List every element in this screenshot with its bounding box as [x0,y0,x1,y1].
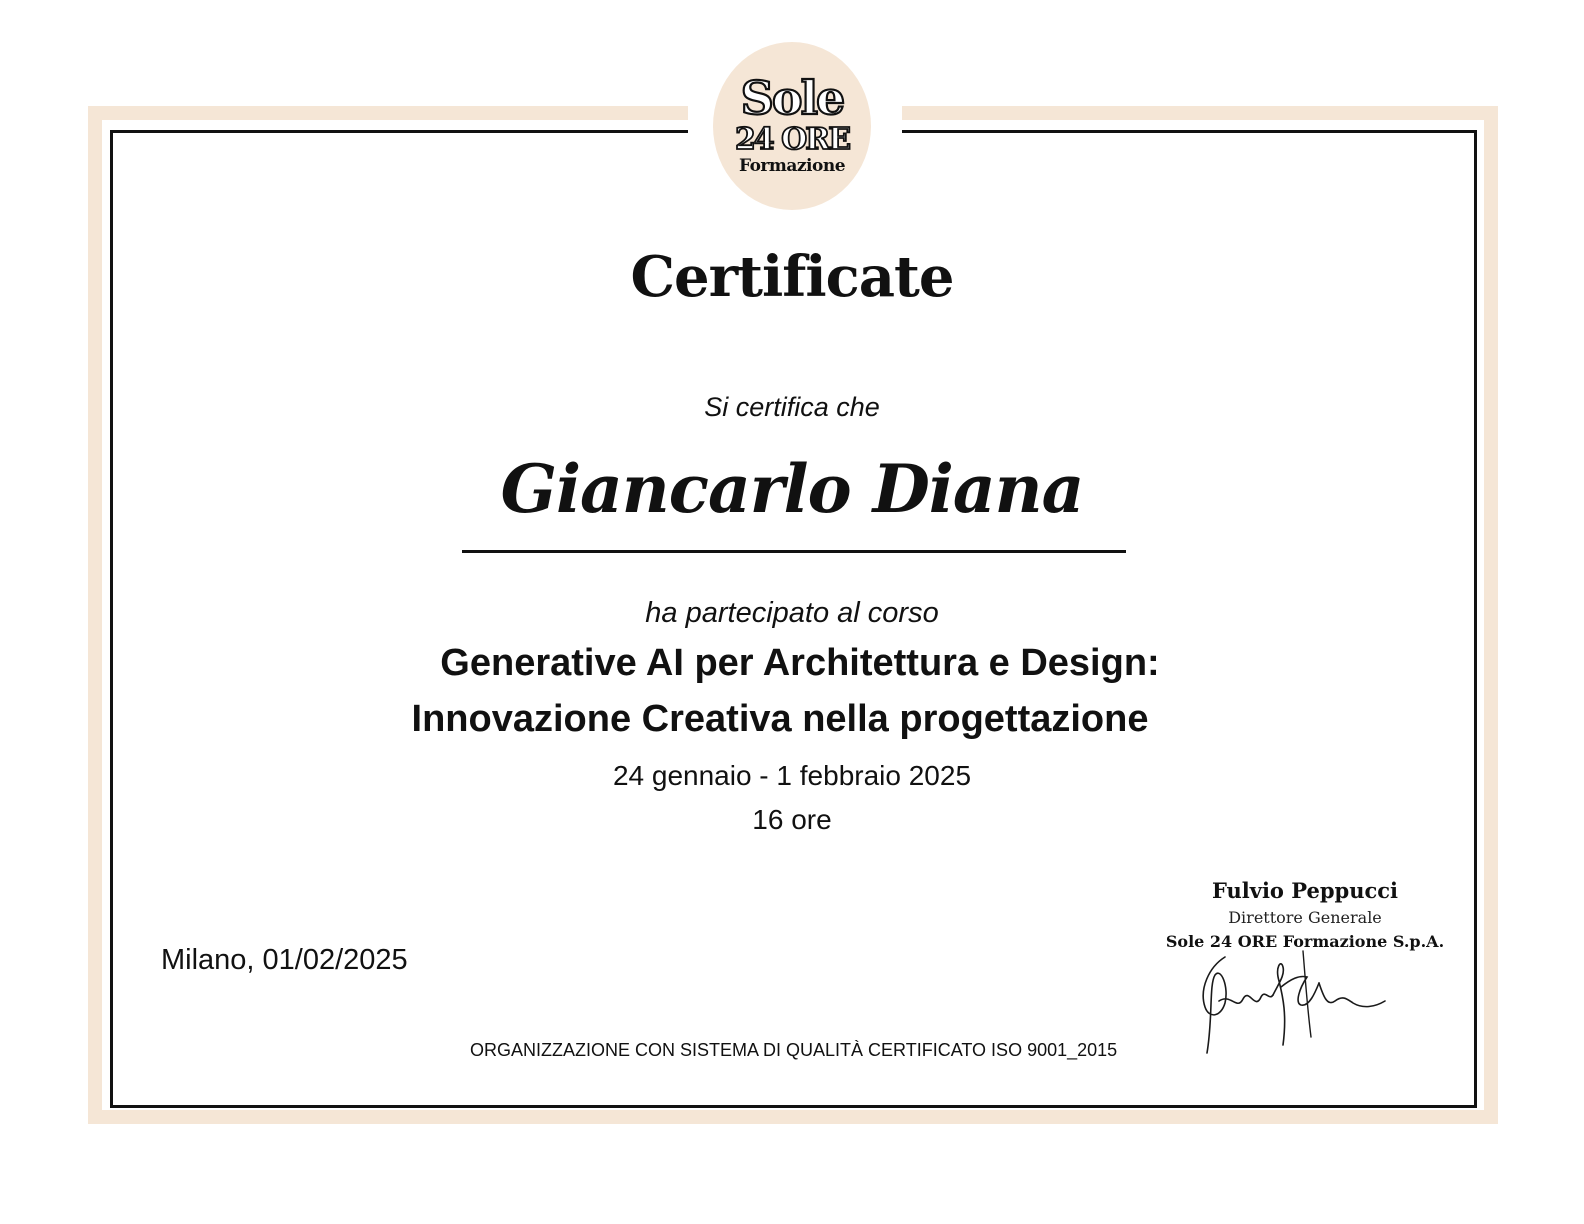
recipient-underline [462,550,1126,553]
course-dates: 24 gennaio - 1 febbraio 2025 [612,760,972,791]
place-and-date: Milano, 01/02/2025 [161,944,408,976]
course-title-line1: Generative AI per Architettura e Design: [440,642,1160,684]
certificate-title: Certificate [630,244,954,310]
course-hours: 16 ore [752,804,832,835]
sole-24-ore-logo [713,42,871,210]
logo-line1: Sole [740,71,844,125]
logo-line3: Formazione [738,156,846,176]
handwritten-signature [1195,945,1395,1060]
iso-certification-note: ORGANIZZAZIONE CON SISTEMA DI QUALITÀ CERTIFICATO ISO 9001_2015 [470,1040,1118,1060]
signatory-name: Fulvio Peppucci [1211,878,1399,903]
certification-intro: Si certifica che [704,392,880,422]
course-title-line2: Innovazione Creativa nella progettazione [411,698,1149,740]
logo-line2: 24 ORE [734,122,850,157]
signatory-role: Direttore Generale [1228,908,1382,927]
signatory-organization: Sole 24 ORE Formazione S.p.A. [1165,932,1445,951]
recipient-name: Giancarlo Diana [500,450,1084,528]
participation-statement: ha partecipato al corso [645,597,939,629]
